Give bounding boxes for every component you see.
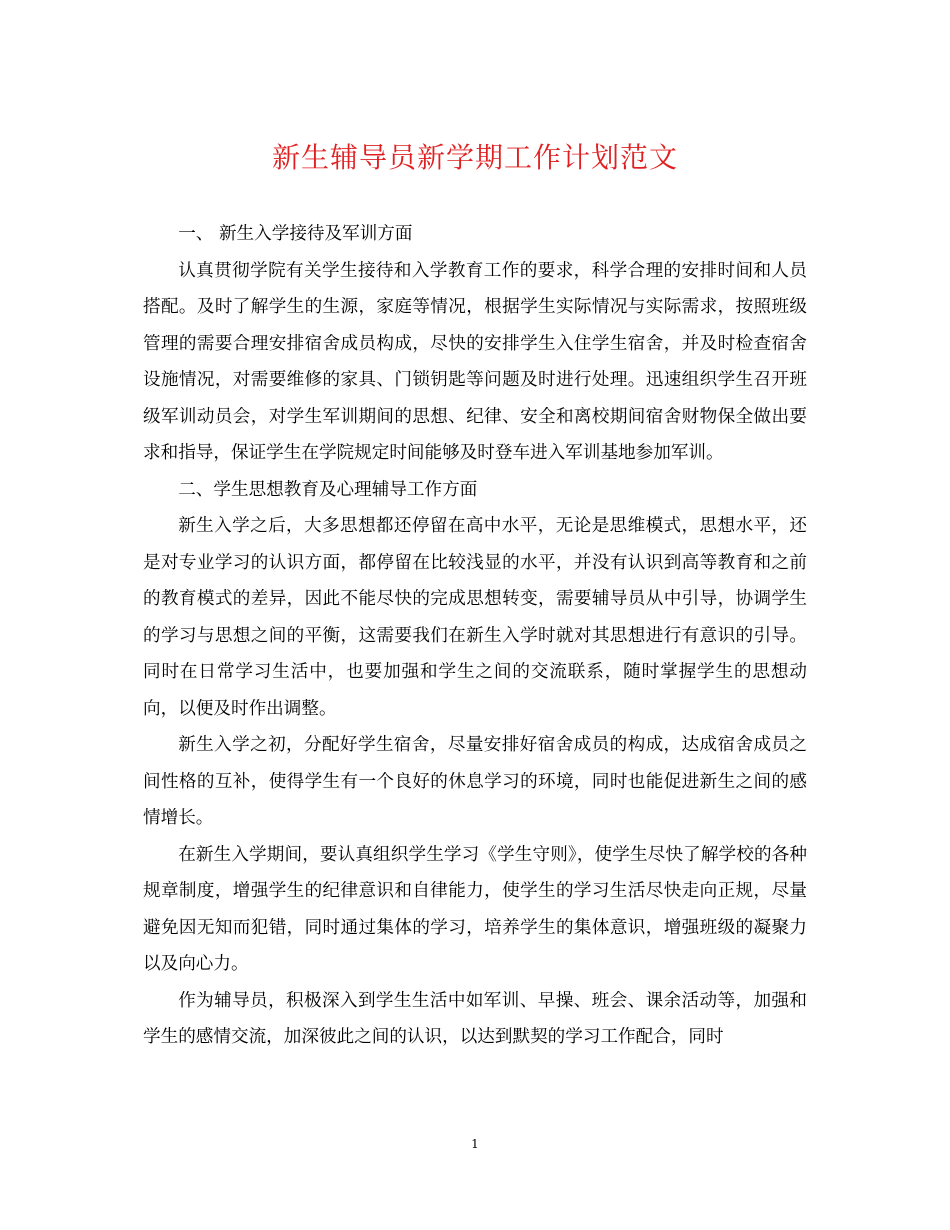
paragraph-2: 新生入学之后，大多思想都还停留在高中水平，无论是思维模式，思想水平，还是对专业学习的认识方面，都停留在比较浅显的水平，并没有认识到高等教育和之前的教育模式的差异，因此不能尽快的完成思想转变，需要辅导员从中引导，协调学生的学习与思想之间的平衡，这需要我们在新生入学时就对其思想进行有意识的引导。同时在日常学习生活中，也要加强和学生之间的交流联系，随时掌握学生的思想动向，以便及时作出调整。 [143,516,807,719]
paragraph-3: 新生入学之初，分配好学生宿舍，尽量安排好宿舍成员的构成，达成宿舍成员之间性格的互补，使得学生有一个良好的休息学习的环境，同时也能促进新生之间的感情增长。 [143,735,807,828]
document-body [143,216,807,1056]
section-heading-2: 二、学生思想教育及心理辅导工作方面 [178,479,478,500]
paragraph-5: 作为辅导员，积极深入到学生生活中如军训、早操、班会、课余活动等，加强和学生的感情交流，加深彼此之间的认识，以达到默契的学习工作配合，同时 [143,990,807,1047]
document-title: 新生辅导员新学期工作计划范文 [271,141,678,174]
page-number: 1 [471,1137,479,1151]
paragraph-1: 认真贯彻学院有关学生接待和入学教育工作的要求，科学合理的安排时间和人员搭配。及时了解学生的生源，家庭等情况，根据学生实际情况与实际需求，按照班级管理的需要合理安排宿舍成员构成，尽快的安排学生入住学生宿舍，并及时检查宿舍设施情况，对需要维修的家具、门锁钥匙等问题及时进行处理。迅速组织学生召开班级军训动员会，对学生军训期间的思想、纪律、安全和离校期间宿舍财物保全做出要求和指导，保证学生在学院规定时间能够及时登车进入军训基地参加军训。 [143,260,807,463]
section-heading-1: 一、 新生入学接待及军训方面 [178,224,413,244]
paragraph-4: 在新生入学期间，要认真组织学生学习《学生守则》，使学生尽快了解学校的各种规章制度，增强学生的纪律意识和自律能力，使学生的学习生活尽快走向正规，尽量避免因无知而犯错，同时通过集体的学习，培养学生的集体意识，增强班级的凝聚力以及向心力。 [143,844,807,974]
